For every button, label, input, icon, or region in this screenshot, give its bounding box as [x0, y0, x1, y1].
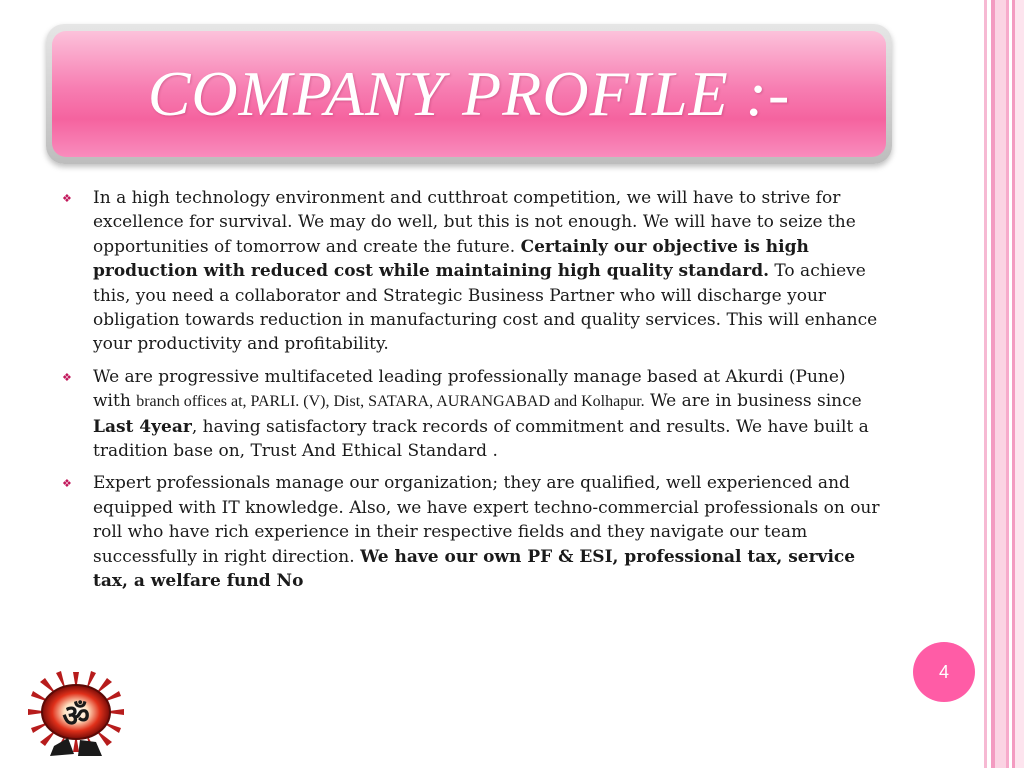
- bullet-bold-segment: Last 4year: [93, 416, 192, 437]
- bullet-text: [93, 365, 880, 464]
- title-banner: [52, 31, 886, 157]
- bullet-item: [60, 186, 880, 357]
- bullet-item: [60, 471, 880, 593]
- slide-content: [60, 186, 880, 602]
- om-sunburst-logo: [24, 668, 128, 758]
- bullet-branch-offices: branch offices at, PARLI. (V), Dist, SATARA, AURANGABAD and Kolhapur.: [136, 393, 645, 411]
- bullet-text-segment: To achieve this, you need a collaborator and Strategic Business Partner who will discharge your obligation towards reduction in manufacturing cost and quality services. This will enhance your productivity and profitability.: [93, 261, 878, 355]
- slide-title: COMPANY PROFILE :-: [147, 58, 791, 129]
- bullet-text: [93, 471, 880, 593]
- om-symbol-icon: ॐ: [62, 699, 90, 734]
- bullet-text-segment: , having satisfactory track records of commitment and results. We have built a tradition base on, Trust And Ethical Standard .: [93, 416, 869, 462]
- diamond-bullet-icon: ❖: [62, 192, 72, 205]
- bullet-item: [60, 365, 880, 464]
- bullet-text-segment: We are progressive multifaceted leading professionally manage based at Akurdi (Pune) with: [93, 366, 846, 412]
- diamond-bullet-icon: ❖: [62, 370, 72, 384]
- bullet-bold-segment: Certainly our objective is high production with reduced cost while maintaining high quality standard.: [93, 236, 809, 282]
- bullet-bold-segment: We have our own PF & ESI, professional tax, service tax, a welfare fund No: [93, 546, 856, 592]
- bullet-text-segment: We are in business since: [644, 391, 862, 412]
- decorative-side-stripes: [978, 0, 1024, 768]
- bullet-text-segment: Expert professionals manage our organization; they are qualified, well experienced and equipped with IT knowledge. Also, we have expert techno-commercial professionals on our roll who have rich experience in their respective fields and they navigate our team successfully in right direction.: [93, 473, 880, 567]
- bullet-text-segment: In a high technology environment and cutthroat competition, we will have to strive for excellence for survival. We may do well, but this is not enough. We will have to seize the opportunities of tomorrow and create the future.: [93, 188, 856, 257]
- page-number-badge: 4: [913, 642, 975, 702]
- diamond-bullet-icon: ❖: [62, 477, 72, 491]
- bullet-text: [93, 186, 880, 357]
